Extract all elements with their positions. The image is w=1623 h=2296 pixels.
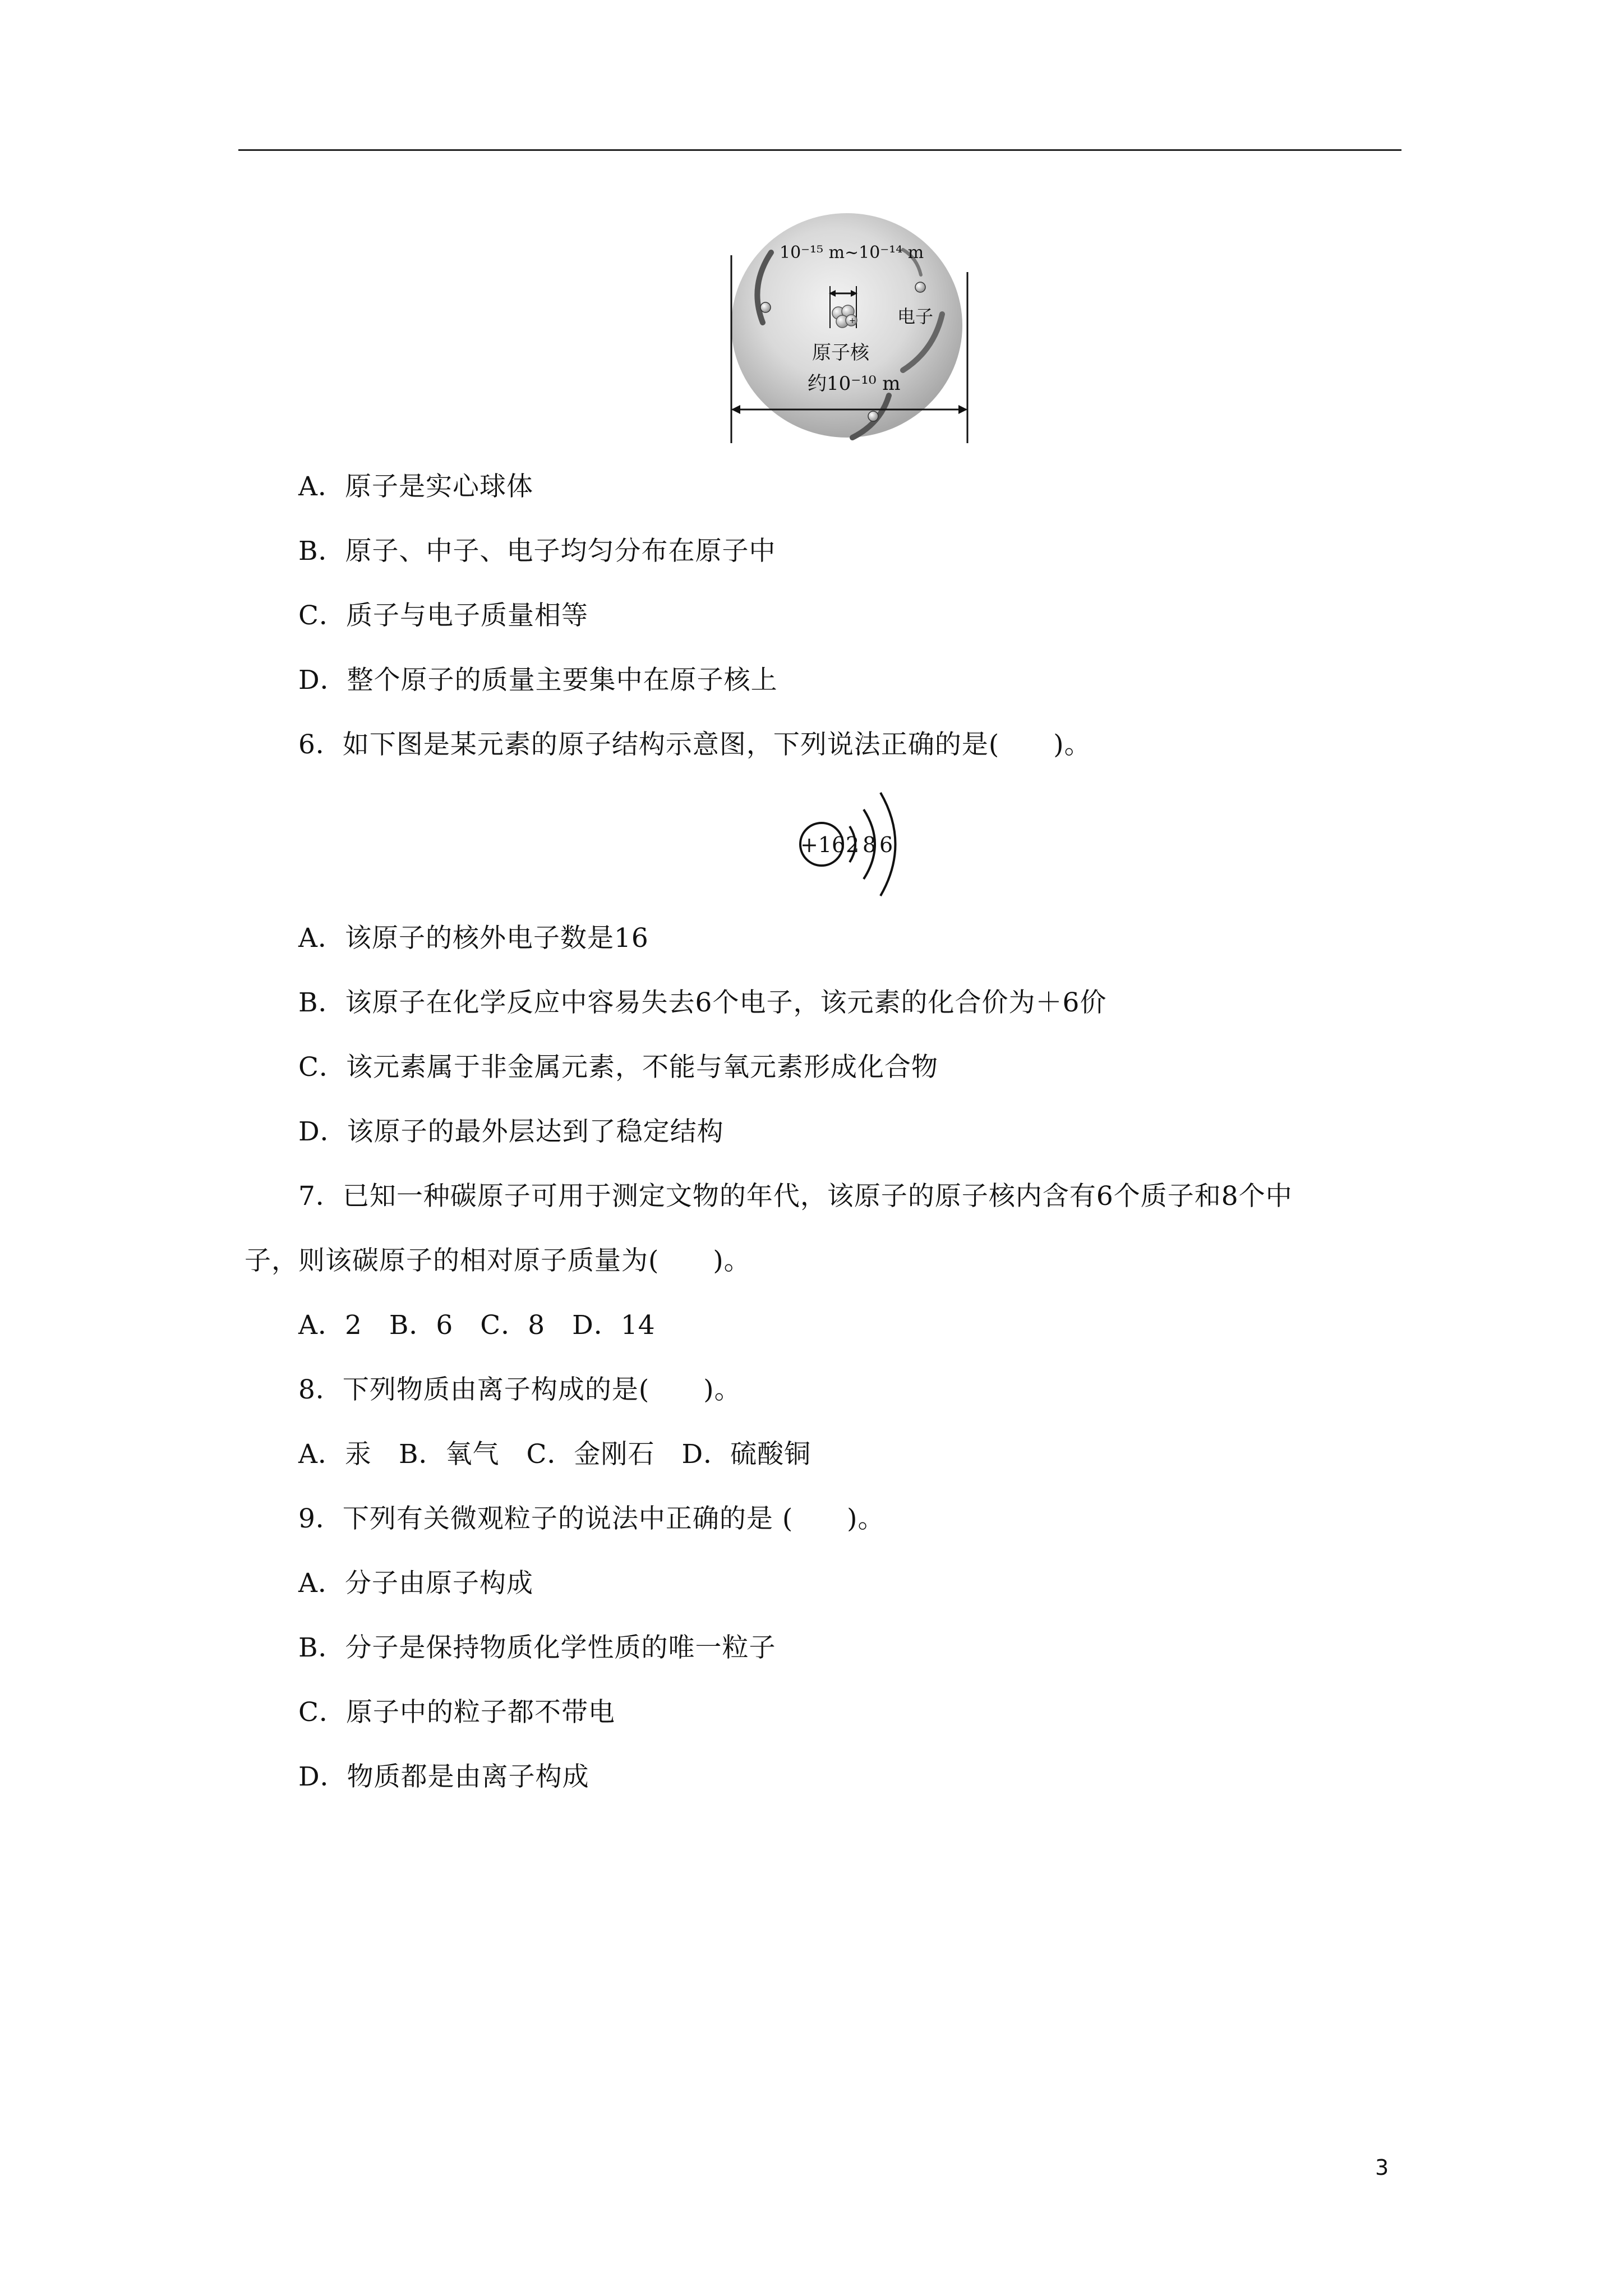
q9-option-a: A．分子由原子构成 — [298, 1568, 533, 1599]
nucleus-size-label: 10⁻¹⁵ m~10⁻¹⁴ m — [780, 243, 924, 263]
arrow-head — [731, 405, 740, 414]
arrow-head — [958, 405, 967, 414]
q9-option-b: B．分子是保持物质化学性质的唯一粒子 — [298, 1632, 776, 1663]
electron-dot — [760, 302, 771, 312]
q6-option-c: C．该元素属于非金属元素，不能与氧元素形成化合物 — [298, 1052, 938, 1083]
q6-option-d: D．该原子的最外层达到了稳定结构 — [298, 1116, 724, 1147]
q5-option-d: D．整个原子的质量主要集中在原子核上 — [298, 665, 778, 696]
header-rule — [238, 149, 1401, 151]
q5-option-a: A．原子是实心球体 — [298, 471, 533, 502]
q6-option-a: A．该原子的核外电子数是16 — [298, 923, 649, 954]
q8-options: A．汞 B．氧气 C．金刚石 D．硫酸铜 — [298, 1439, 811, 1470]
q9-option-d: D．物质都是由离子构成 — [298, 1761, 589, 1792]
electron-dot — [915, 282, 925, 292]
electron-dot — [868, 411, 878, 421]
q7-options: A．2 B．6 C．8 D．14 — [298, 1310, 656, 1341]
electron-label: 电子 — [897, 306, 934, 327]
q5-option-c: C．质子与电子质量相等 — [298, 600, 588, 631]
shell-electrons-2: 8 — [863, 832, 877, 857]
q5-option-b: B．原子、中子、电子均匀分布在原子中 — [298, 536, 776, 567]
atom-size-label: 约10⁻¹⁰ m — [808, 372, 901, 395]
page-number: 3 — [1375, 2155, 1389, 2180]
q9-stem: 9．下列有关微观粒子的说法中正确的是 ( )。 — [298, 1503, 885, 1534]
q9-option-c: C．原子中的粒子都不带电 — [298, 1697, 615, 1728]
q7-stem-line1: 7．已知一种碳原子可用于测定文物的年代，该原子的原子核内含有6个质子和8个中 — [298, 1181, 1293, 1212]
atom-structure-figure — [718, 202, 976, 449]
q7-stem-line2: 子，则该碳原子的相对原子质量为( )。 — [245, 1245, 751, 1276]
nucleus-label: 原子核 — [812, 342, 869, 364]
svg-text:+: + — [849, 316, 856, 325]
q8-stem: 8．下列物质由离子构成的是( )。 — [298, 1374, 741, 1405]
q6-option-b: B．该原子在化学反应中容易失去6个电子，该元素的化合价为＋6价 — [298, 987, 1107, 1018]
shell-electrons-1: 2 — [846, 832, 860, 857]
nucleus-charge: +16 — [800, 832, 846, 857]
shell-electrons-3: 6 — [879, 832, 893, 857]
q6-stem: 6．如下图是某元素的原子结构示意图，下列说法正确的是( )。 — [298, 729, 1091, 760]
atomic-structure-diagram — [788, 783, 911, 906]
